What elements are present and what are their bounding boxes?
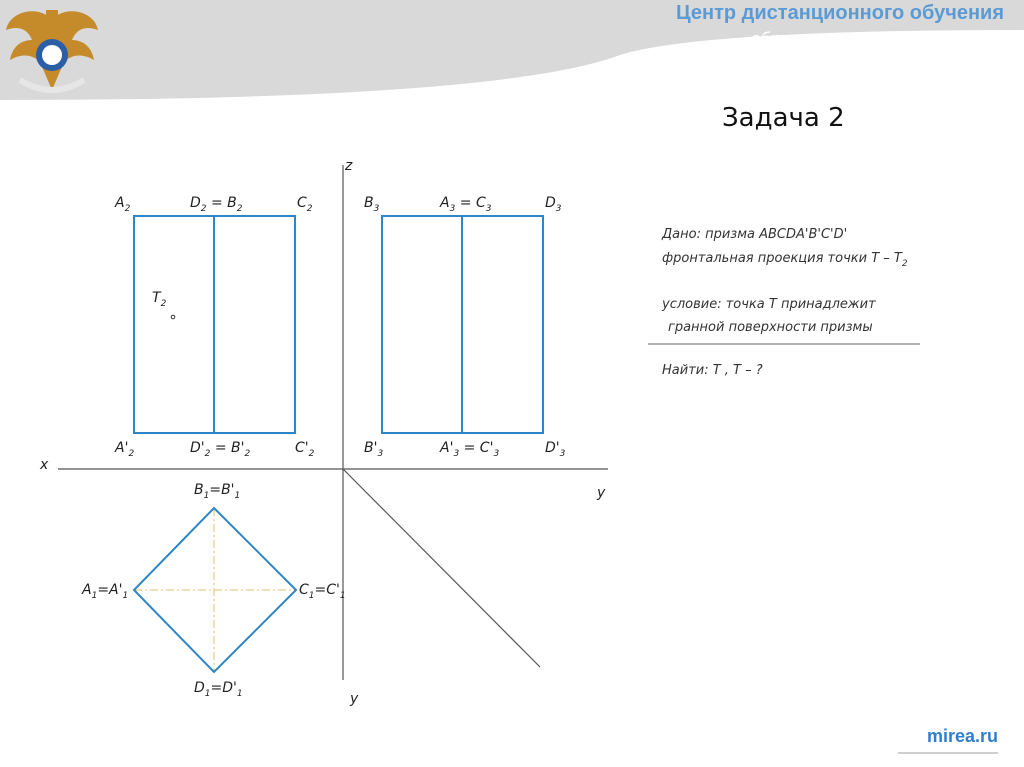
center-title: Центр дистанционного обучения <box>676 2 1004 24</box>
label-b1: $B_1=B'_1$ <box>194 482 241 501</box>
label-a3-c3: $A_3 = C_3$ <box>440 195 492 214</box>
label-y-bottom: y <box>350 691 359 707</box>
label-b3: $B_3$ <box>364 195 380 214</box>
label-c2-prime: $C'_2$ <box>295 440 315 459</box>
label-c2: $C_2$ <box>297 195 313 214</box>
center-subtitle: образование в стиле hi tech <box>751 29 984 49</box>
label-d1: $D_1=D'_1$ <box>194 680 243 699</box>
label-t2: $T_2$ <box>152 290 167 309</box>
label-d2p-b2p: $D'_2 = B'_2$ <box>190 440 251 459</box>
condition-line-1: условие: точка T принадлежит <box>662 297 876 312</box>
find-line: Найти: T , T – ? <box>662 363 763 378</box>
point-t2 <box>171 315 175 319</box>
label-d3-prime: $D'_3$ <box>545 440 566 459</box>
label-x: x <box>40 457 49 473</box>
label-d3: $D_3$ <box>545 195 562 214</box>
label-b3-prime: $B'_3$ <box>364 440 384 459</box>
footer-bar <box>898 752 998 754</box>
given-line-2: фронтальная проекция точки T – $T_2$ <box>662 251 908 269</box>
label-d2-b2: $D_2 = B_2$ <box>190 195 243 214</box>
footer-site[interactable]: mirea.ru <box>926 726 998 746</box>
task-title: Задача 2 <box>722 103 845 133</box>
label-c1: $C_1=C'_1$ <box>299 582 346 601</box>
label-z: z <box>345 158 353 174</box>
condition-line-2: гранной поверхности призмы <box>668 320 873 335</box>
given-line-1: Дано: призма ABCDA'B'C'D' <box>662 227 848 242</box>
label-a3p-c3p: $A'_3 = C'_3$ <box>440 440 500 459</box>
label-a2: $A_2$ <box>115 195 131 214</box>
label-y-right: y <box>597 485 606 501</box>
label-a1: $A_1=A'_1$ <box>82 582 129 601</box>
label-a2-prime: $A'_2$ <box>115 440 135 459</box>
diagonal-line <box>343 469 540 667</box>
